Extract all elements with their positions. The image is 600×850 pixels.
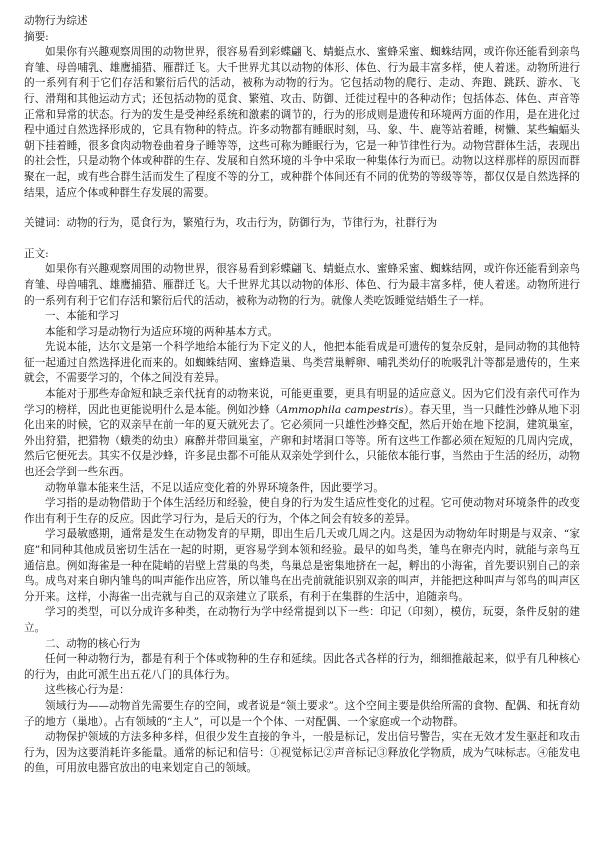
body-paragraph: 学习的类型，可以分成许多种类，在动物行为学中经常提到以下一些：印记（印刻），模仿，玩耍，条件反射的建立。 [24, 606, 580, 634]
body-paragraph: 这些核心行为是： [45, 684, 130, 697]
body-paragraph: 动物保护领域的方法多种多样，但很少发生直接的争斗，一般是标记，发出信号警告，实在无效才发生驱赶和攻击行为，因为这要消耗许多能量。通常的标记和信号：①视觉标记②声音标记③释放化学物质，成为气味标志。④能发电的鱼，可用放电器官放出的电来划定自己的领域。 [24, 731, 580, 775]
intro-paragraph: 如果你有兴趣观察周围的动物世界，很容易看到彩蝶翩飞、蜻蜓点水、蜜蜂采蜜、蜘蛛结网，或许你还能看到亲鸟育雏、母兽哺乳、雄鹰捕猎、雁群迁飞。大千世界尤其以动物的体形、体色、行为最丰富多样，使人着迷。动物所进行的一系列有利于它们存活和繁衍后代的活动，被称为动物的行为。就像人类吃饭睡觉结婚生子一样。 [24, 263, 580, 307]
section-heading-instinct-learning: 一、本能和学习 [45, 310, 120, 323]
abstract-paragraph: 如果你有兴趣观察周围的动物世界，很容易看到彩蝶翩飞、蜻蜓点水、蜜蜂采蜜、蜘蛛结网，或许你还能看到亲鸟育雏、母兽哺乳、雄鹰捕猎、雁群迁飞。大千世界尤其以动物的体形、体色、行为最丰富多样，使人着迷。动物所进行的一系列有利于它们存活和繁衍后代的活动，被称为动物的行为。它包括动物的爬行、走动、奔跑、跳跃、游水、飞行、滑翔和其他运动方式；还包括动物的觅食、繁殖、攻击、防御、迁徙过程中的各种动作；包括体态、体色、声音等正常和异常的状态。行为的发生是受神经系统和激素的调节的，行为的形成则是遗传和环境两方面的作用，是在进化过程中通过自然选择形成的，它具有物种的特点。许多动物都有睡眠时刻，马、象、牛、鹿等站着睡，树懒、某些蝙蝠头朝下挂着睡，很多食肉动物卷曲着身子睡等等，这些可称为睡眠行为，它是一种节律性行为。动物营群体生活，表现出的社会性，只是动物个体或种群的生存、发展和自然环境的斗争中采取一种集体行为而已。动物以这样那样的原因而群聚在一起，或有些合群生活而发生了程度不等的分工，或种群个体间还有不同的优势的等级等等，都仅仅是自然选择的结果，适应个体或种群生存发展的需要。 [24, 46, 580, 199]
body-paragraph: 本能和学习是动物行为适应环境的两种基本方式。 [45, 325, 279, 338]
body-paragraph: 动物单靠本能来生活，不足以适应变化着的外界环境条件，因此要学习。 [45, 481, 384, 494]
body-paragraph: 领域行为——动物首先需要生存的空间，或者说是“领土要求”。这个空间主要是供给所需的食物、配偶、和抚育幼子的地方（巢地）。占有领域的“主人”，可以是一个个体、一对配偶、一个家庭或一个动物群。 [24, 699, 580, 728]
body-paragraph: 学习最敏感期，通常是发生在动物发育的早期，即出生后几天或几周之内。这是因为动物幼年时期是与双亲、“家庭”和同种其他成员密切生活在一起的时期，更容易学到本领和经验。最早的如鸟类，雏鸟在卵壳内时，就能与亲鸟互通信息。例如海雀是一种在陡峭的岩壁上营巢的鸟类，鸟巢总是密集地挤在一起，孵出的小海雀，首先要识别自己的亲鸟。成鸟对来自卵内雏鸟的叫声能作出应答，所以雏鸟在出壳前就能识别双亲的叫声，并能把这种叫声与邻鸟的叫声区分开来。这样，小海雀一出壳就与自己的双亲建立了联系，有利于在集群的生活中，追随亲鸟。 [24, 528, 580, 603]
section-heading-core-behavior: 二、动物的核心行为 [45, 637, 141, 650]
keywords-line: 关键词：动物的行为，觅食行为，繁殖行为，攻击行为，防御行为，节律行为，社群行为 [24, 217, 438, 230]
body-paragraph: 先说本能，达尔文是第一个科学地给本能行为下定义的人，他把本能看成是可遗传的复杂反射，是同动物的其他特征一起通过自然选择进化而来的。如蜘蛛结网、蜜蜂造巢、鸟类营巢孵卵、哺乳类幼仔的吮吸乳汁等都是遗传的，生来就会，不需要学习的，个体之间没有差异。 [24, 341, 580, 385]
abstract-heading: 摘要: [24, 30, 49, 43]
wasp-text-start: 本能对于那些寿命短和缺乏亲代抚育的动物来说，可能更重要，更具有明显的适应意义。因为它们没有亲代可作为学习的榜样，因此也更能说明什么是本能。例如沙蜂（ [24, 388, 580, 416]
body-heading: 正文: [24, 247, 49, 260]
body-paragraph-wasp [24, 387, 580, 481]
species-name: Ammophila campestris [280, 403, 404, 416]
document-title: 动物行为综述 [24, 15, 88, 27]
body-paragraph: 学习指的是动物借助于个体生活经历和经验，使自身的行为发生适应性变化的过程。它可使动物对环境条件的改变作出有利于生存的反应。因此学习行为，是后天的行为，个体之间会有较多的差异。 [24, 497, 580, 525]
body-paragraph: 任何一种动物行为，都是有利于个体或物种的生存和延续。因此各式各样的行为，细细推敲起来，似乎有几种核心的行为，由此可派生出五花八门的具体行为。 [24, 653, 580, 681]
wasp-text-end: ）。春天里，当一只雌性沙蜂从地下羽化出来的时候，它的双亲早在前一年的夏天就死去了。它必须同一只雄性沙蜂交配，然后开始在地下挖洞，建筑巢室，外出狩猎，把猎物（蛾类的幼虫）麻醉并带回巢室，产卵和封堵洞口等等。所有这些工作都必须在短短的几周内完成，然后它便死去。其实不仅是沙蜂，许多昆虫都不可能从双亲处学到什么，只能依本能行事，当然由于生活的经历，动物也还会学到一些东西。 [24, 403, 580, 479]
